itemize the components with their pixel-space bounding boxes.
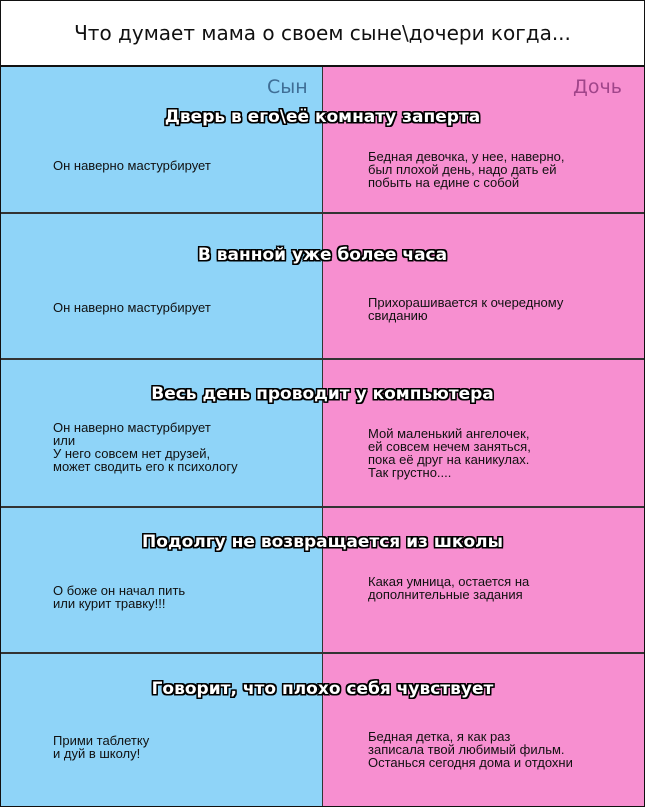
situation-heading: Дверь в его\её комнату заперта (164, 107, 481, 127)
row-divider (1, 506, 644, 508)
row-divider (1, 212, 644, 214)
son-reaction: Он наверно мастурбирует или У него совсем нет друзей, может сводить его к психологу (53, 420, 238, 474)
situation-heading: Весь день проводит у компьютера (151, 384, 494, 404)
daughter-reaction: Бедная девочка, у нее, наверно, был плохой день, надо дать ей побыть на едине с собой (368, 149, 565, 190)
daughter-column-header: Дочь (573, 76, 622, 98)
situation-heading: Подолгу не возвращается из школы (142, 532, 503, 552)
daughter-reaction: Бедная детка, я как раз записала твой любимый фильм. Останься сегодня дома и отдохни (368, 729, 573, 770)
daughter-reaction: Мой маленький ангелочек, ей совсем нечем заняться, пока её друг на каникулах. Так грустно.... (368, 426, 531, 480)
page-title: Что думает мама о своем сыне\дочери когда... (1, 1, 644, 67)
situation-heading: Говорит, что плохо себя чувствует (151, 679, 494, 699)
son-reaction: Он наверно мастурбирует (53, 300, 211, 315)
son-reaction: О боже он начал пить или курит травку!!! (53, 583, 186, 611)
situation-heading: В ванной уже более часа (197, 245, 448, 265)
row-divider (1, 652, 644, 654)
daughter-reaction: Прихорашивается к очередному свиданию (368, 295, 564, 323)
son-reaction: Прими таблетку и дуй в школу! (53, 733, 150, 761)
son-column-header: Сын (267, 76, 308, 98)
son-reaction: Он наверно мастурбирует (53, 158, 211, 173)
daughter-reaction: Какая умница, остается на дополнительные задания (368, 574, 530, 602)
row-divider (1, 358, 644, 360)
